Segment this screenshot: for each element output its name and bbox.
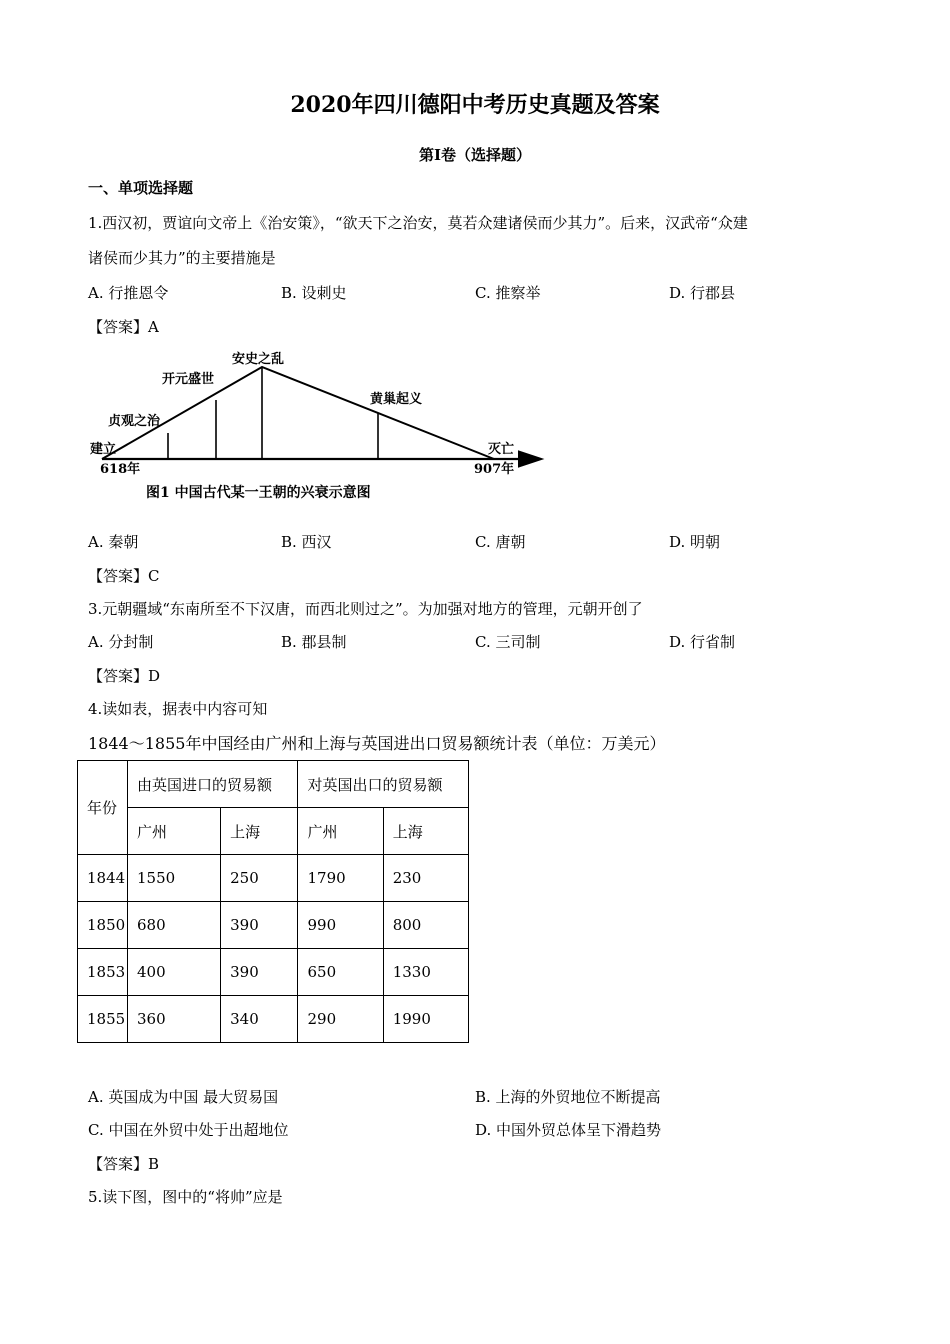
subheader-cell: 广州 [128, 808, 221, 855]
table-cell: 1844 [78, 855, 128, 902]
table-row [78, 855, 469, 902]
question-3-line-1: 3.元朝疆域“东南所至不下汉唐，而西北则过之”。为加强对地方的管理，元朝开创了 [88, 600, 643, 618]
subheader-cell: 广州 [298, 808, 383, 855]
question-4-option-d: D. 中国外贸总体呈下滑趋势 [475, 1121, 662, 1139]
label-huangchao: 黄巢起义 [370, 392, 423, 407]
question-2-answer: 【答案】C [88, 567, 160, 585]
table-cell: 680 [128, 902, 221, 949]
question-2-option-b: B. 西汉 [281, 533, 332, 551]
table-cell: 340 [221, 996, 298, 1043]
question-3-option-d: D. 行省制 [669, 633, 736, 651]
table-cell: 1853 [78, 949, 128, 996]
label-anshi: 安史之乱 [232, 352, 285, 367]
label-start-year: 618年 [100, 462, 141, 477]
question-1-option-a: A. 行推恩令 [88, 284, 169, 302]
paper-part-heading: 第Ⅰ卷（选择题） [418, 146, 532, 164]
header-year: 年份 [78, 761, 128, 855]
table-cell: 1790 [298, 855, 383, 902]
question-3-option-a: A. 分封制 [88, 633, 154, 651]
question-2-option-c: C. 唐朝 [475, 533, 526, 551]
label-end-event: 灭亡 [488, 442, 515, 457]
table-cell: 1990 [383, 996, 468, 1043]
subheader-cell: 上海 [383, 808, 468, 855]
question-3-option-c: C. 三司制 [475, 633, 541, 651]
question-1-line-1: 1.西汉初，贾谊向文帝上《治安策》，“欲天下之治安，莫若众建诸侯而少其力”。后来，汉武帝“众建 [88, 214, 748, 232]
table-cell: 360 [128, 996, 221, 1043]
table-cell: 230 [383, 855, 468, 902]
table-cell: 390 [221, 902, 298, 949]
table-cell: 990 [298, 902, 383, 949]
table-cell: 250 [221, 855, 298, 902]
dynasty-rise-fall-diagram [82, 345, 552, 510]
table-row [78, 996, 469, 1043]
label-start-event: 建立 [90, 442, 117, 457]
label-zhenguan: 贞观之治 [108, 414, 161, 429]
page-title: 2020年四川德阳中考历史真题及答案 [290, 92, 660, 118]
table-cell: 1850 [78, 902, 128, 949]
question-1-option-b: B. 设刺史 [281, 284, 347, 302]
rise-fall-line [102, 367, 494, 459]
diagram-caption: 图1 中国古代某一王朝的兴衰示意图 [146, 485, 371, 501]
table-cell: 800 [383, 902, 468, 949]
question-3-option-b: B. 郡县制 [281, 633, 347, 651]
question-4-answer: 【答案】B [88, 1155, 160, 1173]
table-subheader-row [78, 808, 469, 855]
table-header-row [78, 761, 469, 808]
subheader-cell: 上海 [221, 808, 298, 855]
label-end-year: 907年 [474, 462, 515, 477]
section-heading: 一、单项选择题 [88, 179, 194, 197]
header-export: 对英国出口的贸易额 [298, 761, 469, 808]
table-cell: 390 [221, 949, 298, 996]
question-2-option-a: A. 秦朝 [88, 533, 139, 551]
table-title: 1844～1855年中国经由广州和上海与英国进出口贸易额统计表（单位：万美元） [88, 734, 666, 753]
question-4-option-c: C. 中国在外贸中处于出超地位 [88, 1121, 289, 1139]
question-4-option-b: B. 上海的外贸地位不断提高 [475, 1088, 661, 1106]
question-4-line-1: 4.读如表，据表中内容可知 [88, 700, 268, 718]
trade-table [77, 760, 469, 1043]
table-cell: 1550 [128, 855, 221, 902]
table-cell: 650 [298, 949, 383, 996]
question-1-answer: 【答案】A [88, 318, 159, 336]
question-1-option-d: D. 行郡县 [669, 284, 736, 302]
question-3-answer: 【答案】D [88, 667, 161, 685]
question-1-option-c: C. 推察举 [475, 284, 541, 302]
label-kaiyuan: 开元盛世 [162, 372, 215, 387]
table-cell: 290 [298, 996, 383, 1043]
header-import: 由英国进口的贸易额 [128, 761, 298, 808]
question-5-line-1: 5.读下图，图中的“将帅”应是 [88, 1188, 283, 1206]
table-cell: 400 [128, 949, 221, 996]
question-2-option-d: D. 明朝 [669, 533, 721, 551]
table-cell: 1330 [383, 949, 468, 996]
table-cell: 1855 [78, 996, 128, 1043]
question-4-option-a: A. 英国成为中国 最大贸易国 [88, 1088, 279, 1106]
table-row [78, 949, 469, 996]
table-row [78, 902, 469, 949]
question-1-line-2: 诸侯而少其力”的主要措施是 [88, 249, 276, 267]
